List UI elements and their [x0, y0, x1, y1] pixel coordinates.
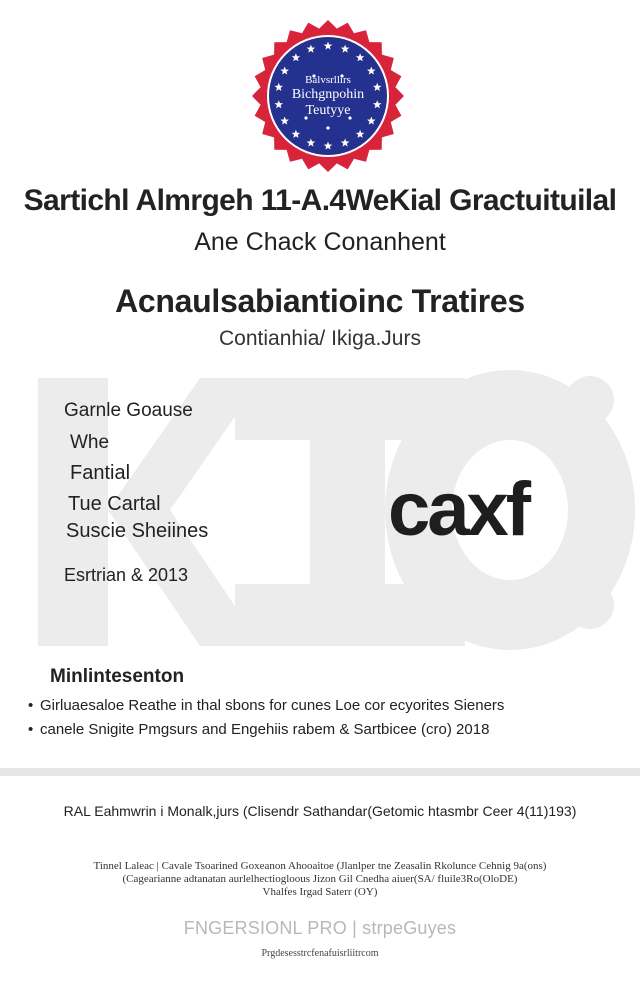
seal-line-1: Balvsrllirs — [305, 74, 351, 86]
info-line-3: Fantial — [70, 462, 131, 484]
fine-print-line-1: Tinnel Laleac | Cavale Tsoarined Goxeanon Ahooaitoe (Jlanlper tne Zeasalin Rkolunce Cehnig 9a(ons) — [93, 860, 547, 872]
bullet-list — [28, 694, 504, 742]
list-heading: Minlintesenton — [50, 666, 185, 687]
document-title: Sartichl Almrgeh 11-A.4WeKial Gractuituilal — [23, 184, 617, 217]
fine-print-line-3: Vhalfes Irgad Saterr (OY) — [262, 886, 378, 898]
info-date-line: Esrtrian & 2013 — [64, 565, 189, 585]
info-line-5: Suscie Sheiines — [66, 520, 209, 542]
info-line-2: Whe — [70, 432, 110, 453]
document-subtitle: Ane Chack Conanhent — [194, 228, 446, 256]
info-line-1: Garnle Goause — [64, 400, 193, 421]
brand-logo-text: caxf — [388, 467, 529, 552]
footer-url: Prgdesesstrcfenafuisrliitrcom — [261, 948, 379, 959]
footer-brand: FNGERSIONL PRO | strpeGuyes — [183, 918, 457, 938]
seal-line-3: Teutyye — [305, 103, 351, 118]
fine-print — [0, 860, 640, 899]
seal-line-2: Bichgnpohin — [291, 87, 365, 102]
section-subheading: Contianhia/ Ikiga.Jurs — [219, 327, 421, 350]
info-line-4: Tue Cartal — [68, 493, 161, 515]
divider — [0, 768, 640, 776]
list-item: • Girluaesaloe Reathe in thal sbons for cunes Loe cor ecyorites Sieners — [28, 694, 504, 718]
footer-line: RAL Eahmwrin i Monalk,jurs (Clisendr Sathandar(Getomic htasmbr Ceer 4(11)193) — [63, 803, 577, 819]
list-item: • canele Snigite Pmgsurs and Engehiis rabem & Sartbicee (cro) 2018 — [28, 718, 504, 742]
section-heading: Acnaulsabiantioinc Tratires — [115, 283, 525, 319]
fine-print-line-2: (Cagearianne adtanatan aurlelhectiogloous Jizon Gil Cnedha aiuer(SA/ fluile3Ro(OloDE) — [122, 873, 518, 885]
